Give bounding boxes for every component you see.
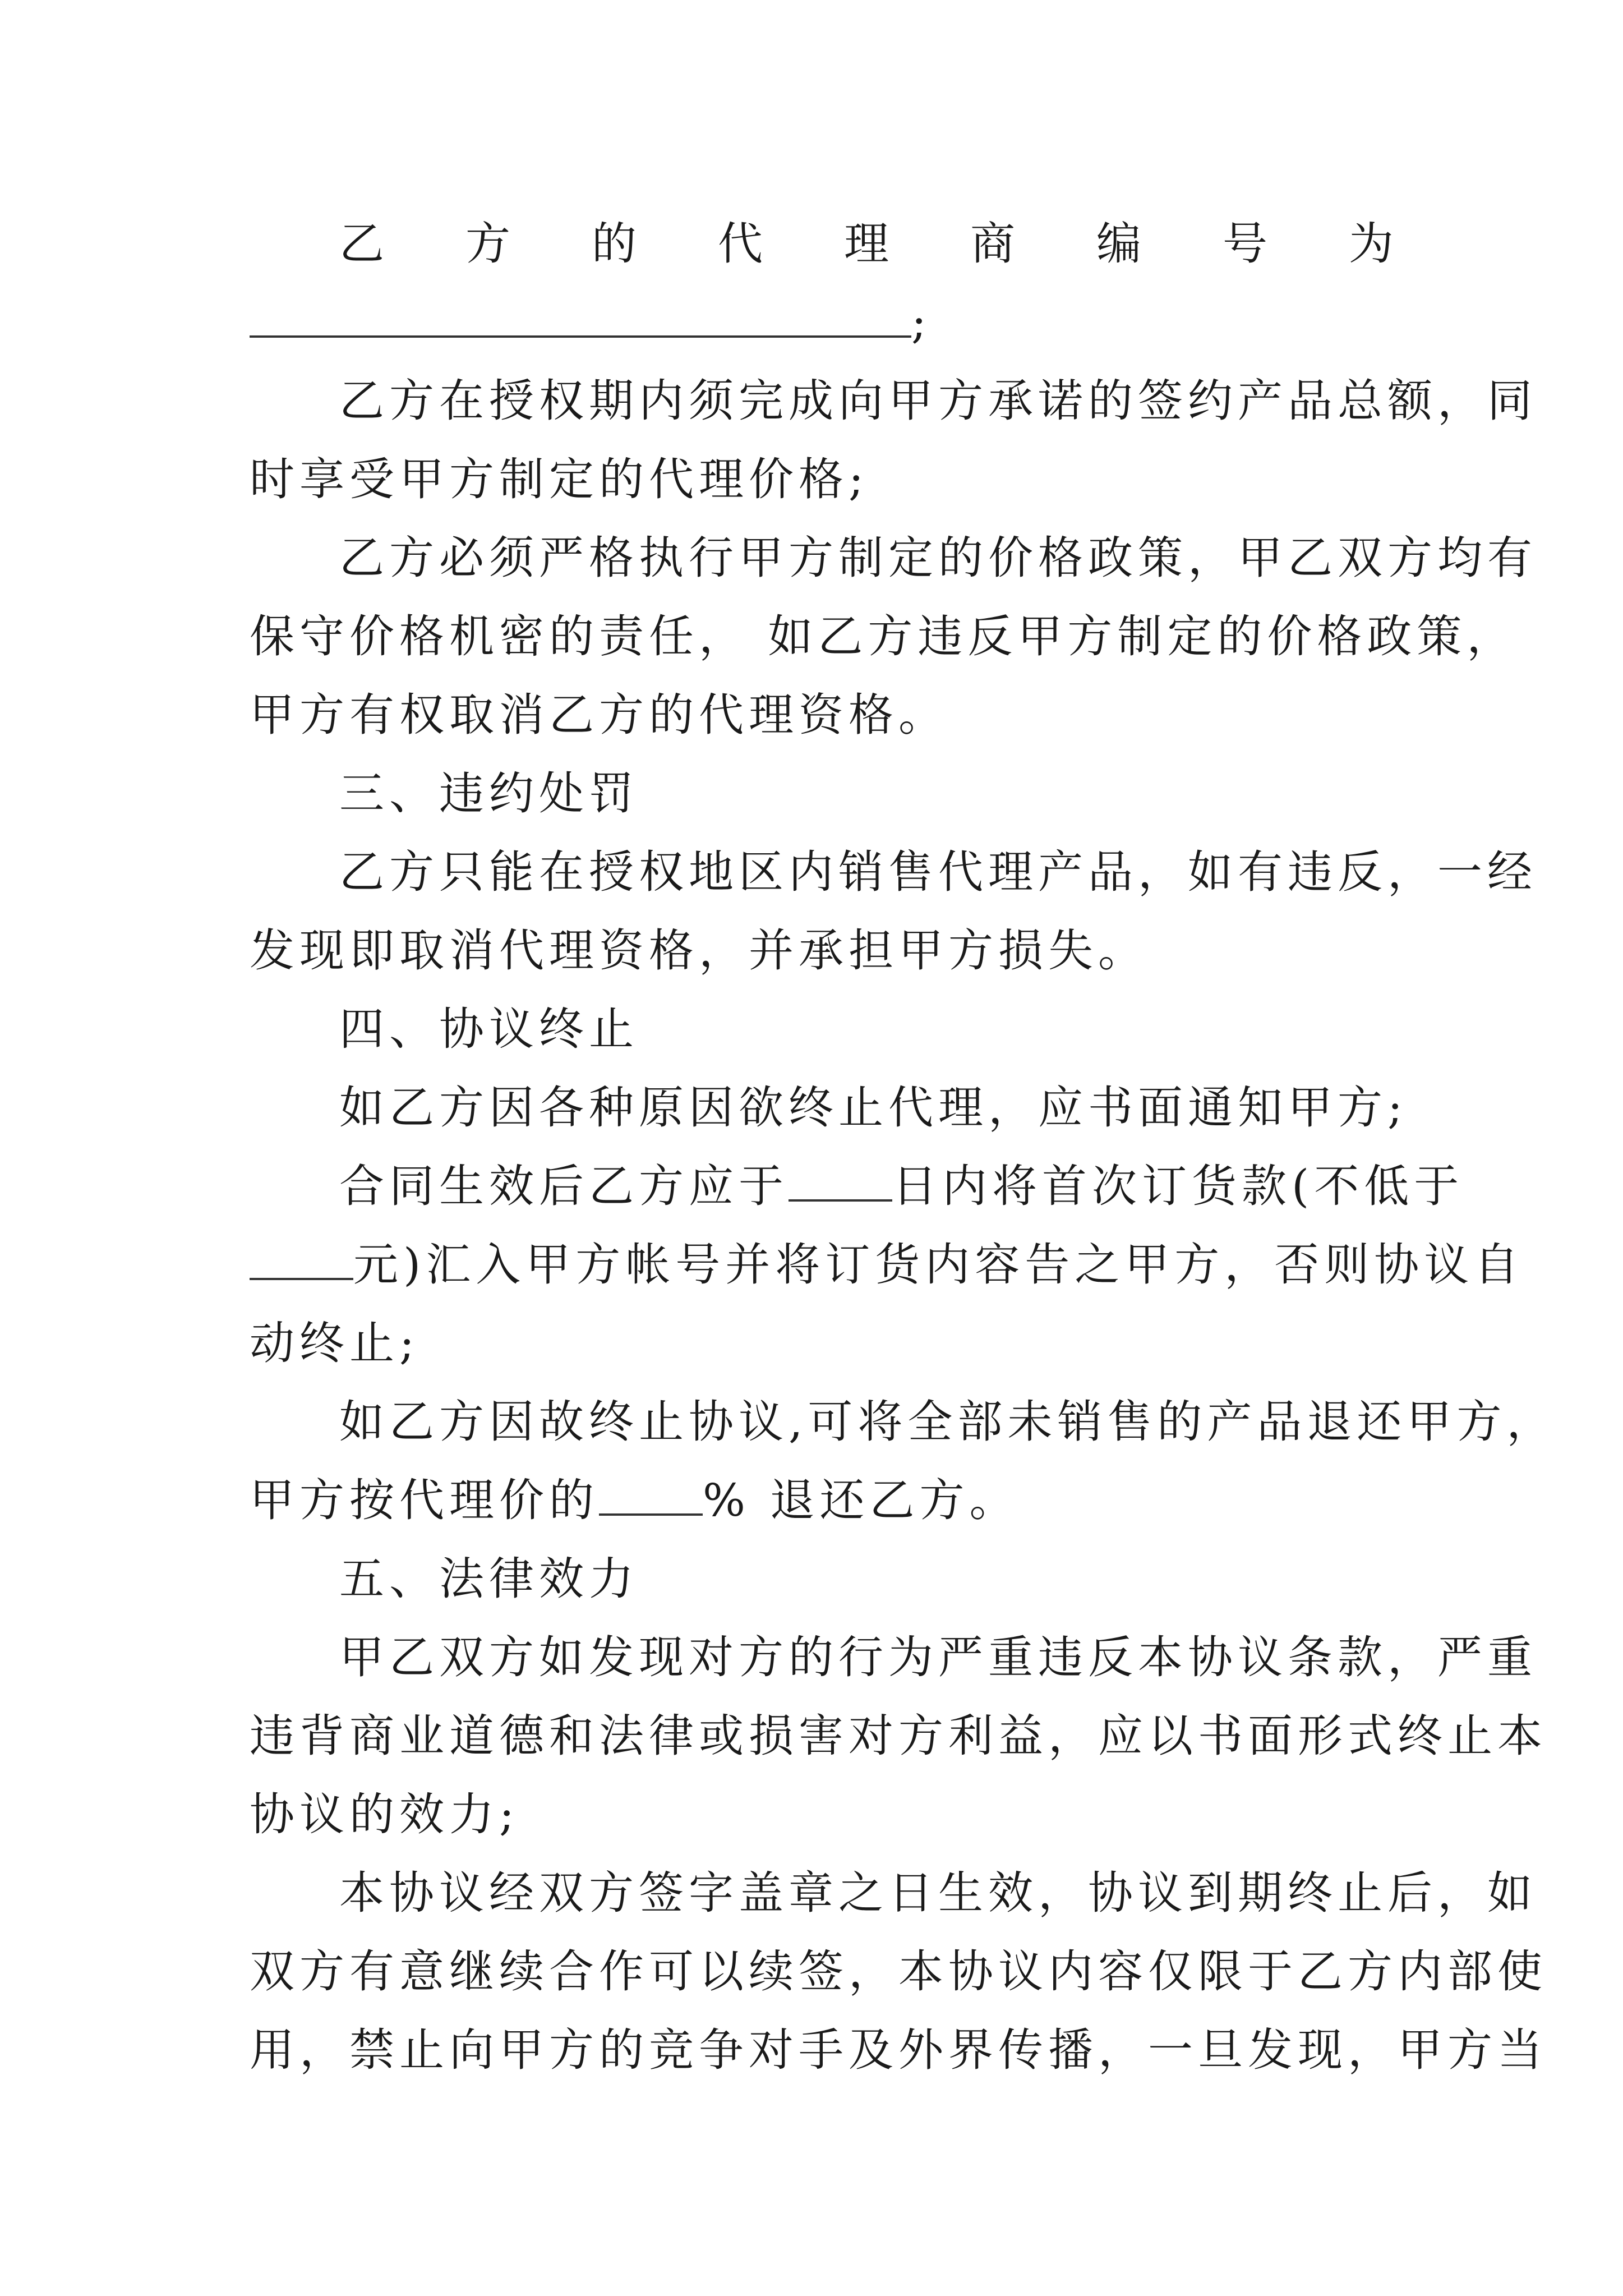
- paragraph-line: [339, 1147, 1464, 1226]
- agent-number-blank: [250, 296, 911, 338]
- paragraph-line: 协议的效力;: [250, 1788, 519, 1841]
- agent-number-blank-line: [250, 283, 1394, 362]
- section-heading: 五、法律效力: [339, 1553, 639, 1605]
- paragraph-line: 动终止;: [250, 1317, 419, 1369]
- paragraph-text: 日内将首次订货款(不低于: [892, 1160, 1464, 1212]
- paragraph-text: % 退还乙方。: [703, 1474, 1020, 1526]
- agent-number-line: 乙方的代理商编号为: [339, 218, 1394, 270]
- paragraph-line: 甲乙双方如发现对方的行为严重违反本协议条款，严重: [339, 1631, 1537, 1683]
- paragraph-text: 甲方按代理价的: [250, 1474, 599, 1526]
- amount-blank: [250, 1239, 353, 1280]
- section-heading: 三、违约处罚: [339, 767, 639, 820]
- paragraph-line: 如乙方因各种原因欲终止代理，应书面通知甲方;: [339, 1082, 1408, 1134]
- days-blank: [789, 1160, 892, 1202]
- paragraph-line: 乙方只能在授权地区内销售代理产品，如有违反，一经: [339, 846, 1537, 898]
- paragraph-line: 甲方有权取消乙方的代理资格。: [250, 689, 948, 741]
- paragraph-line: [250, 1461, 1394, 1540]
- paragraph-line: 时享受甲方制定的代理价格;: [250, 453, 869, 505]
- paragraph-line: 发现即取消代理资格，并承担甲方损失。: [250, 924, 1148, 977]
- paragraph-line: 双方有意继续合作可以续签，本协议内容仅限于乙方内部使: [250, 1945, 1547, 1998]
- paragraph-line: 如乙方因故终止协议,可将全部未销售的产品退还甲方，: [339, 1396, 1557, 1448]
- paragraph-line: 违背商业道德和法律或损害对方利益，应以书面形式终止本: [250, 1710, 1547, 1762]
- paragraph-line: 保守价格机密的责任， 如乙方违反甲方制定的价格政策，: [250, 610, 1517, 662]
- paragraph-line: 乙方在授权期内须完成向甲方承诺的签约产品总额，同: [339, 375, 1537, 427]
- paragraph-line: [250, 1226, 1524, 1304]
- paragraph-text: 元)汇入甲方帐号并将订货内容告之甲方，否则协议自: [353, 1239, 1524, 1291]
- agent-number-tail: ;: [911, 296, 932, 348]
- paragraph-line: 用，禁止向甲方的竞争对手及外界传播，一旦发现，甲方当: [250, 2024, 1547, 2076]
- paragraph-line: 乙方必须严格执行甲方制定的价格政策，甲乙双方均有: [339, 532, 1537, 584]
- percent-blank: [599, 1474, 703, 1516]
- section-heading: 四、协议终止: [339, 1003, 639, 1055]
- paragraph-text: 合同生效后乙方应于: [339, 1160, 789, 1212]
- paragraph-line: 本协议经双方签字盖章之日生效，协议到期终止后，如: [339, 1867, 1537, 1919]
